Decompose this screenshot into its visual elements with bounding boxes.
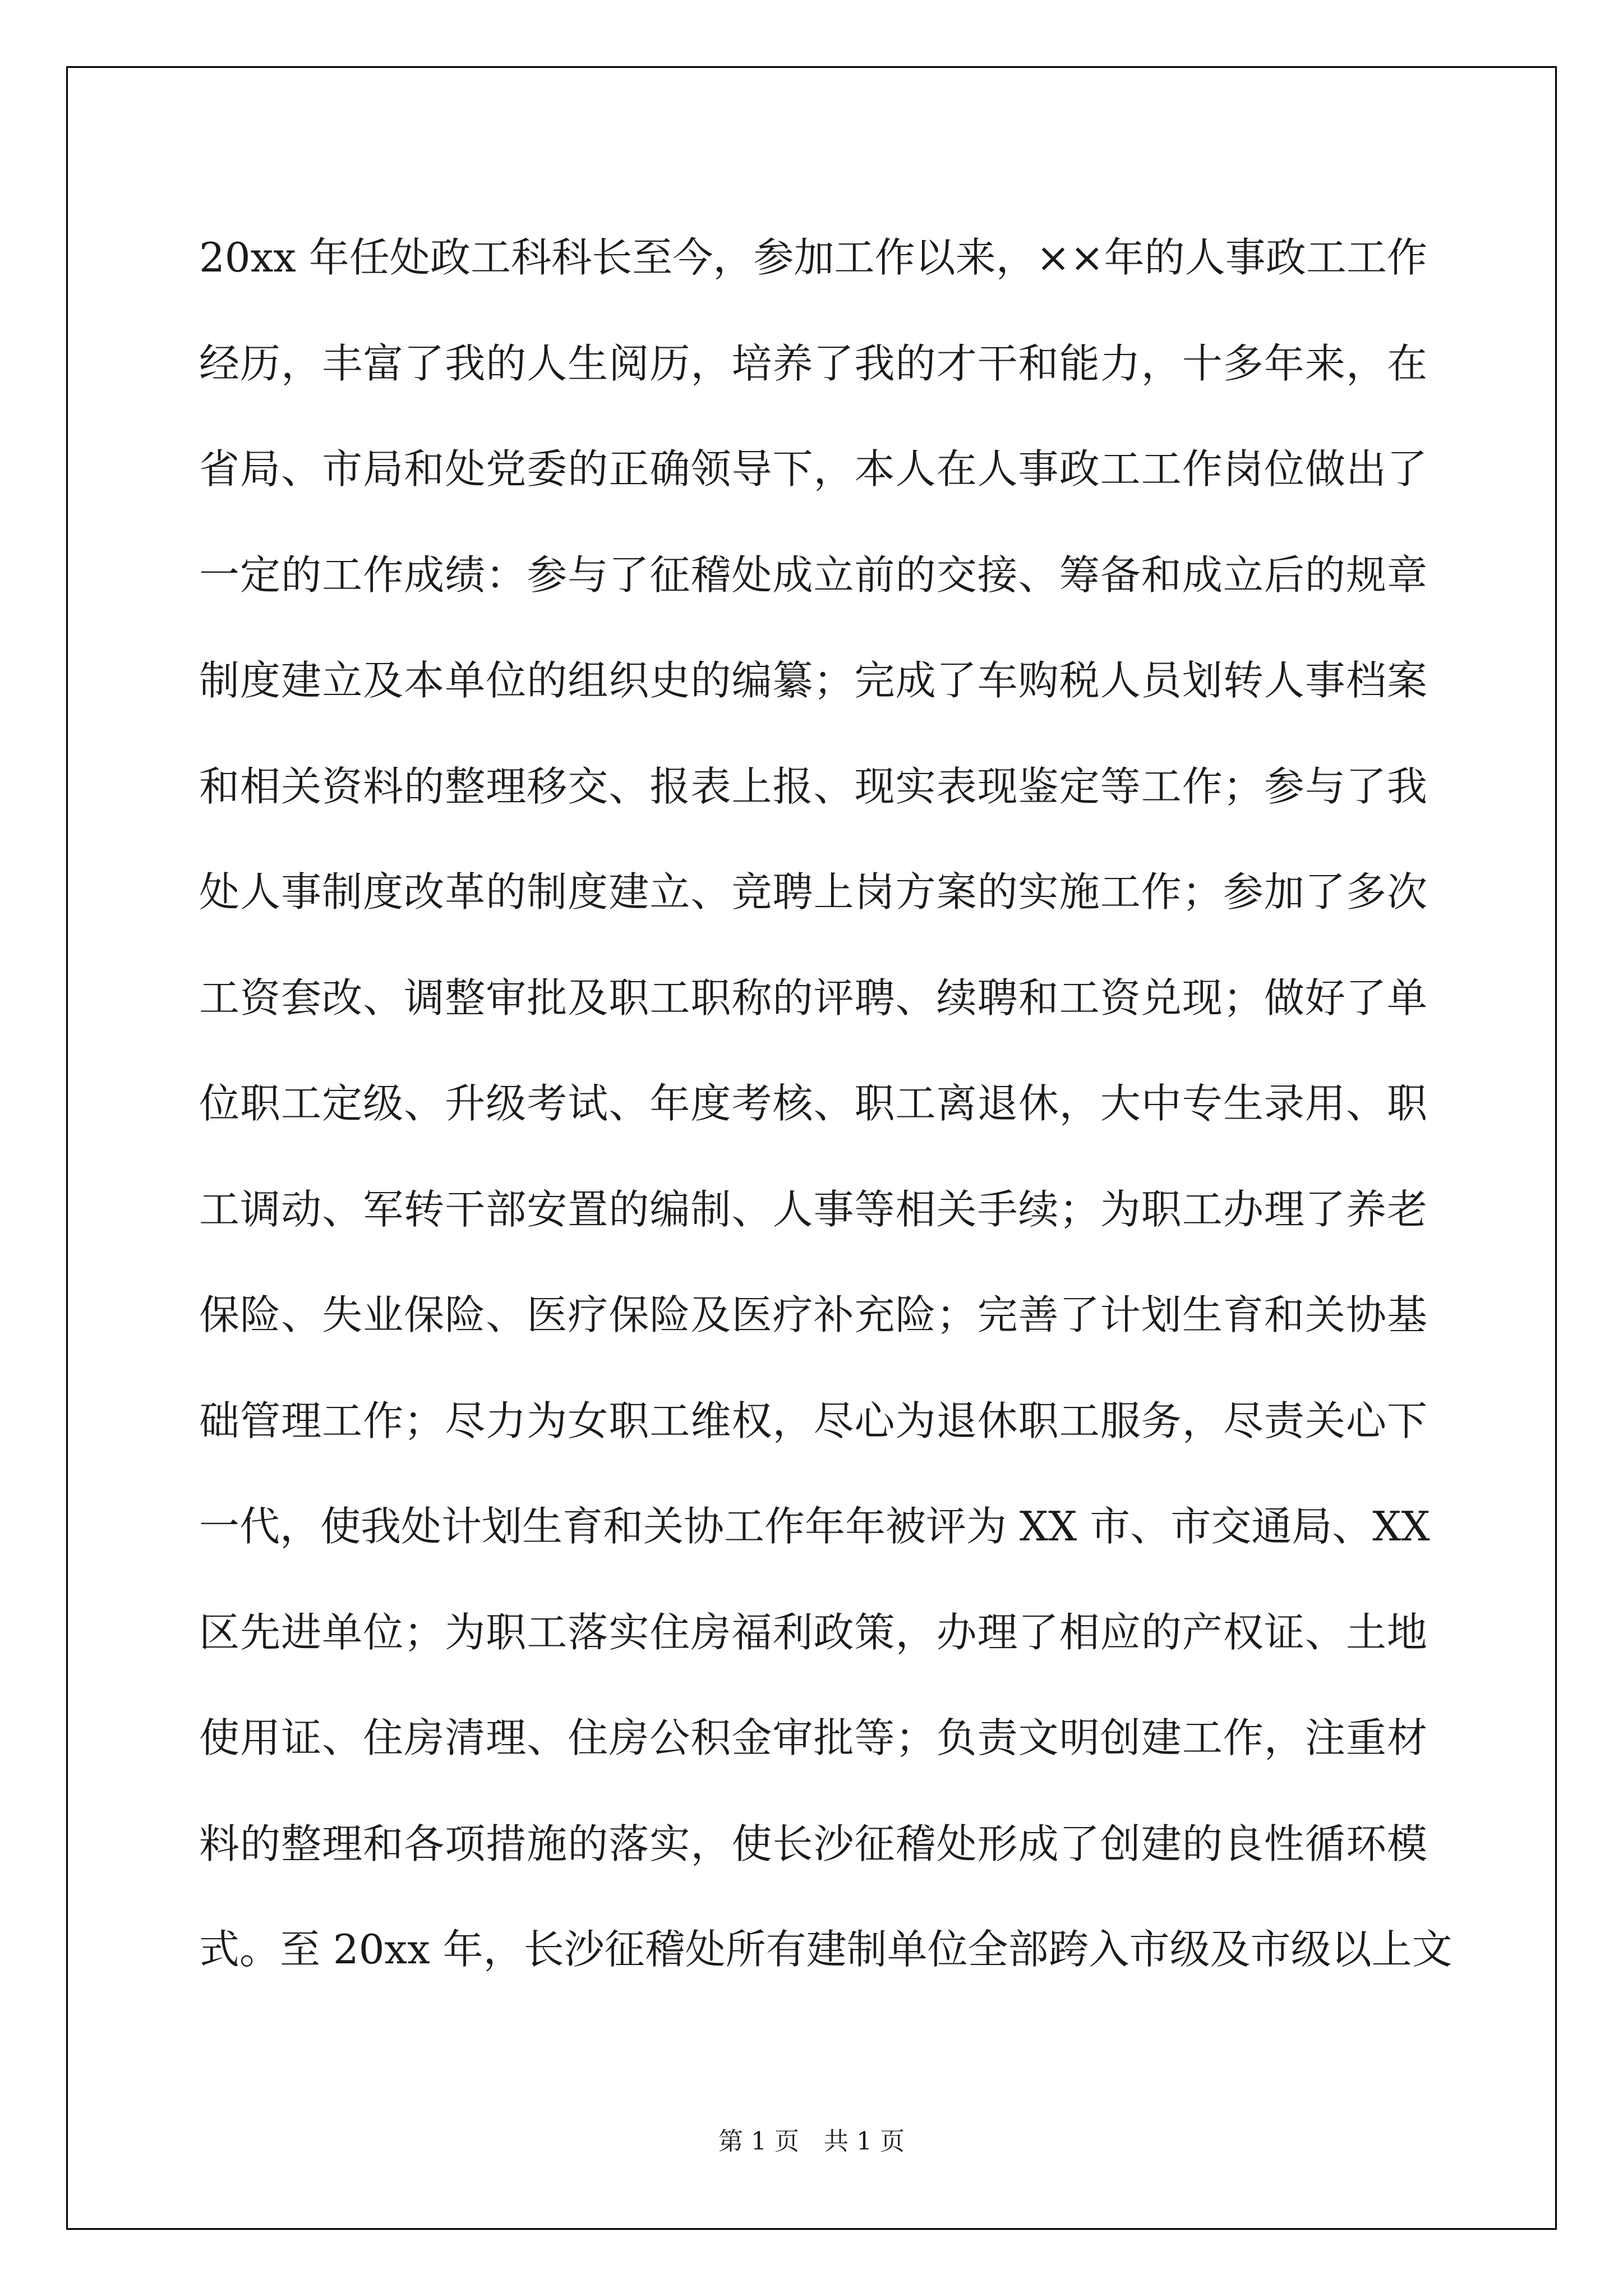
text-line: 工调动、军转干部安置的编制、人事等相关手续；为职工办理了养老 [199, 1185, 1427, 1233]
text-line: 保险、失业保险、医疗保险及医疗补充险；完善了计划生育和关协基 [199, 1291, 1427, 1338]
text-line: 位职工定级、升级考试、年度考核、职工离退休，大中专生录用、职 [199, 1080, 1427, 1127]
page-number-footer: 第 1 页 共 1 页 [718, 2127, 905, 2156]
text-line: 和相关资料的整理移交、报表上报、现实表现鉴定等工作；参与了我 [199, 762, 1427, 810]
text-line: 区先进单位；为职工落实住房福利政策，办理了相应的产权证、土地 [199, 1608, 1427, 1656]
text-line: 省局、市局和处党委的正确领导下，本人在人事政工工作岗位做出了 [199, 445, 1427, 493]
document-body [199, 205, 1453, 2003]
text-line: 20xx 年任处政工科科长至今，参加工作以来，××年的人事政工工作 [199, 234, 1427, 281]
text-line: 料的整理和各项措施的落实，使长沙征稽处形成了创建的良性循环模 [199, 1820, 1427, 1867]
text-line: 一代，使我处计划生育和关协工作年年被评为 XX 市、市交通局、XX [199, 1503, 1430, 1550]
text-line: 处人事制度改革的制度建立、竞聘上岗方案的实施工作；参加了多次 [199, 868, 1427, 915]
text-line: 一定的工作成绩：参与了征稽处成立前的交接、筹备和成立后的规章 [199, 551, 1427, 599]
text-line: 工资套改、调整审批及职工职称的评聘、续聘和工资兑现；做好了单 [199, 974, 1427, 1022]
text-line: 使用证、住房清理、住房公积金审批等；负责文明创建工作，注重材 [199, 1714, 1427, 1761]
text-line: 础管理工作；尽力为女职工维权，尽心为退休职工服务，尽责关心下 [199, 1397, 1427, 1444]
text-line: 式。至 20xx 年，长沙征稽处所有建制单位全部跨入市级及市级以上文 [199, 1926, 1453, 1973]
text-line: 经历，丰富了我的人生阅历，培养了我的才干和能力，十多年来，在 [199, 339, 1427, 387]
text-line: 制度建立及本单位的组织史的编纂；完成了车购税人员划转人事档案 [199, 657, 1427, 704]
